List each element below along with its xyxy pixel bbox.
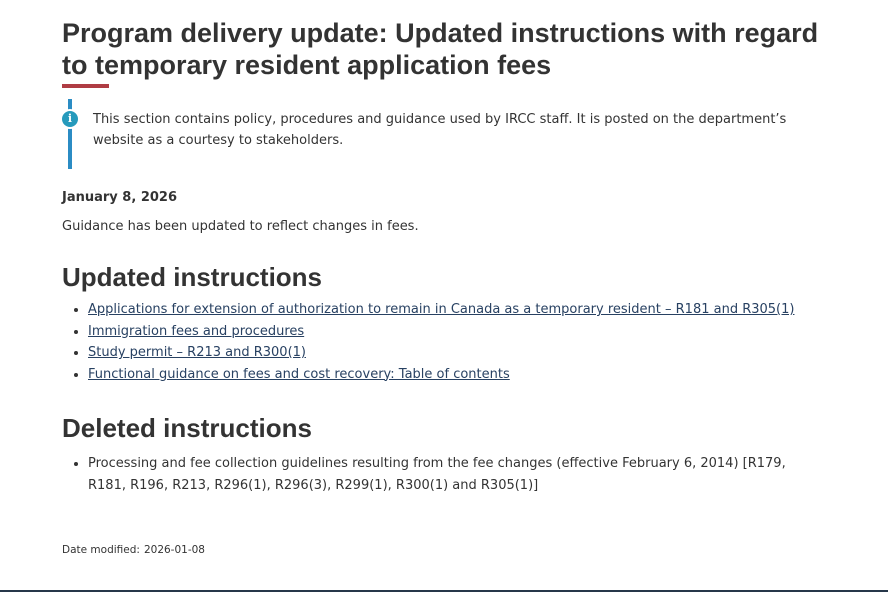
updated-instructions-heading: Updated instructions — [62, 262, 323, 292]
alert-text: This section contains policy, procedures and guidance used by IRCC staff. It is posted on the department’s website as a courtesy to stakeholders. — [93, 112, 787, 148]
list-item — [88, 342, 822, 364]
date-modified-value: 2026-01-08 — [143, 544, 205, 556]
list-item — [88, 364, 822, 386]
deleted-instructions-list — [62, 453, 808, 496]
update-date: January 8, 2026 — [62, 190, 177, 205]
deleted-instructions-heading: Deleted instructions — [62, 413, 312, 443]
link-functional-guidance[interactable]: Functional guidance on fees and cost recovery: Table of contents — [88, 366, 510, 382]
link-study-permit[interactable]: Study permit – R213 and R300(1) — [88, 345, 306, 360]
page-title: Program delivery update: Updated instructions with regard to temporary resident application fees — [62, 18, 819, 80]
update-summary: Guidance has been updated to reflect changes in fees. — [62, 219, 419, 234]
alert-rule — [68, 99, 72, 169]
info-icon: i — [62, 111, 78, 127]
link-immigration-fees[interactable]: Immigration fees and procedures — [88, 323, 305, 339]
title-underline — [62, 84, 109, 88]
list-item: • Processing and fee collection guidelines resulting from the fee changes (effective February 6, 2014) [R179, R181, R196, R213, R296(1), R296(3), R299(1), R300(1) and R305(1)] — [88, 453, 808, 496]
updated-instructions-list — [62, 299, 822, 385]
date-modified-label: Date modified: — [62, 544, 140, 556]
main-content — [62, 0, 822, 496]
list-item — [88, 321, 822, 343]
link-extension-authorization[interactable]: Applications for extension of authorization to remain in Canada as a temporary resident – R181 and R305(1) — [88, 302, 795, 317]
info-alert — [62, 99, 822, 169]
list-item — [88, 299, 822, 321]
date-modified — [62, 543, 205, 557]
